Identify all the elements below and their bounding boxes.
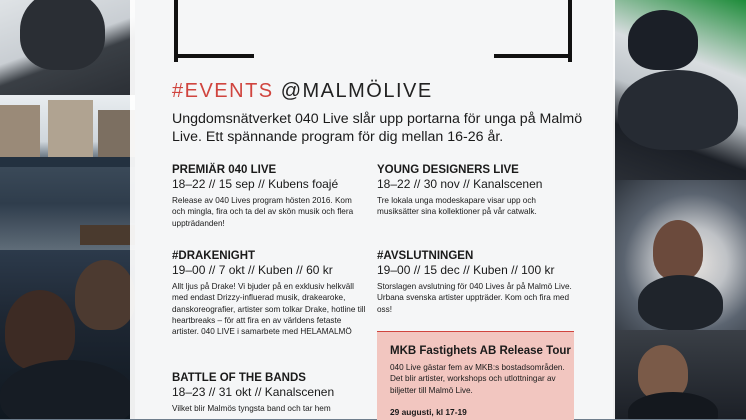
frame-bar-left: [174, 54, 254, 58]
malmolive-handle: @MALMÖLIVE: [280, 80, 433, 102]
frame-corner-right: [568, 0, 572, 62]
event-meta: 19–00 // 15 dec // Kuben // 100 kr: [377, 263, 555, 277]
tour-title: MKB Fastighets AB Release Tour: [390, 345, 571, 357]
event-title: #DRAKENIGHT: [172, 250, 256, 262]
tour-date: 29 augusti, kl 17-19: [390, 407, 467, 417]
event-description: Release av 040 Lives program hösten 2016. Kom och mingla, fira och ta del av skön musik och flera uppträdanden!: [172, 196, 354, 228]
photo-young-man-right: [613, 330, 746, 419]
event-description: Tre lokala unga modeskapare visar upp och musiksätter sina kollektioner på vår catwalk.: [377, 196, 537, 217]
frame-bar-right: [494, 54, 572, 58]
event-description: Vilket blir Malmös tyngsta band och tar hem: [172, 404, 331, 413]
photo-girl-in-tunnel: [613, 180, 746, 330]
event-program-panel: [130, 0, 615, 419]
event-title: BATTLE OF THE BANDS: [172, 372, 306, 384]
event-title: YOUNG DESIGNERS LIVE: [377, 164, 519, 176]
event-meta: 18–23 // 31 okt // Kanalscenen: [172, 385, 335, 399]
event-meta: 18–22 // 30 nov // Kanalscenen: [377, 177, 543, 191]
event-drakenight: [172, 250, 367, 337]
page-title: [172, 80, 433, 103]
photo-young-people-left: [0, 250, 135, 419]
event-title: #AVSLUTNINGEN: [377, 250, 474, 262]
event-meta: 19–00 // 7 okt // Kuben // 60 kr: [172, 263, 333, 277]
event-meta: 18–22 // 15 sep // Kubens foajé: [172, 177, 339, 191]
tour-description: 040 Live gästar fem av MKB:s bostadsområden. Det blir artister, workshops och utlottningar av biljetter till Malmö Live.: [390, 363, 565, 395]
events-hashtag: #EVENTS: [172, 80, 274, 102]
event-premiar: [172, 164, 367, 229]
release-tour-box: [377, 331, 574, 420]
intro-text: Ungdomsnätverket 040 Live slår upp portarna för unga på Malmö Live. Ett spännande program för dig mellan 16-26 år.: [172, 111, 583, 145]
photo-people-top-left: [0, 0, 135, 95]
event-avslutningen: [377, 250, 572, 315]
event-description: Allt ljus på Drake! Vi bjuder på en exklusiv helkväll med endast Drizzy-influerad musik, drakearoke, danskoreografier, artister som tolkar Drake, hotline till heartbreaks – för att fira en av världens fetaste artister. 040 LIVE i samarbete med HELAMALMÖ: [172, 282, 366, 337]
frame-corner-left: [174, 0, 178, 62]
photo-people-top-right: [613, 0, 746, 180]
event-description: Storslagen avslutning för 040 Lives år på Malmö Live. Urbana svenska artister uppträder. Kom och fira med oss!: [377, 282, 572, 314]
event-battle-of-the-bands: [172, 372, 367, 414]
photo-street-scene: [0, 95, 135, 250]
event-young-designers: [377, 164, 572, 218]
event-title: PREMIÄR 040 LIVE: [172, 164, 277, 176]
